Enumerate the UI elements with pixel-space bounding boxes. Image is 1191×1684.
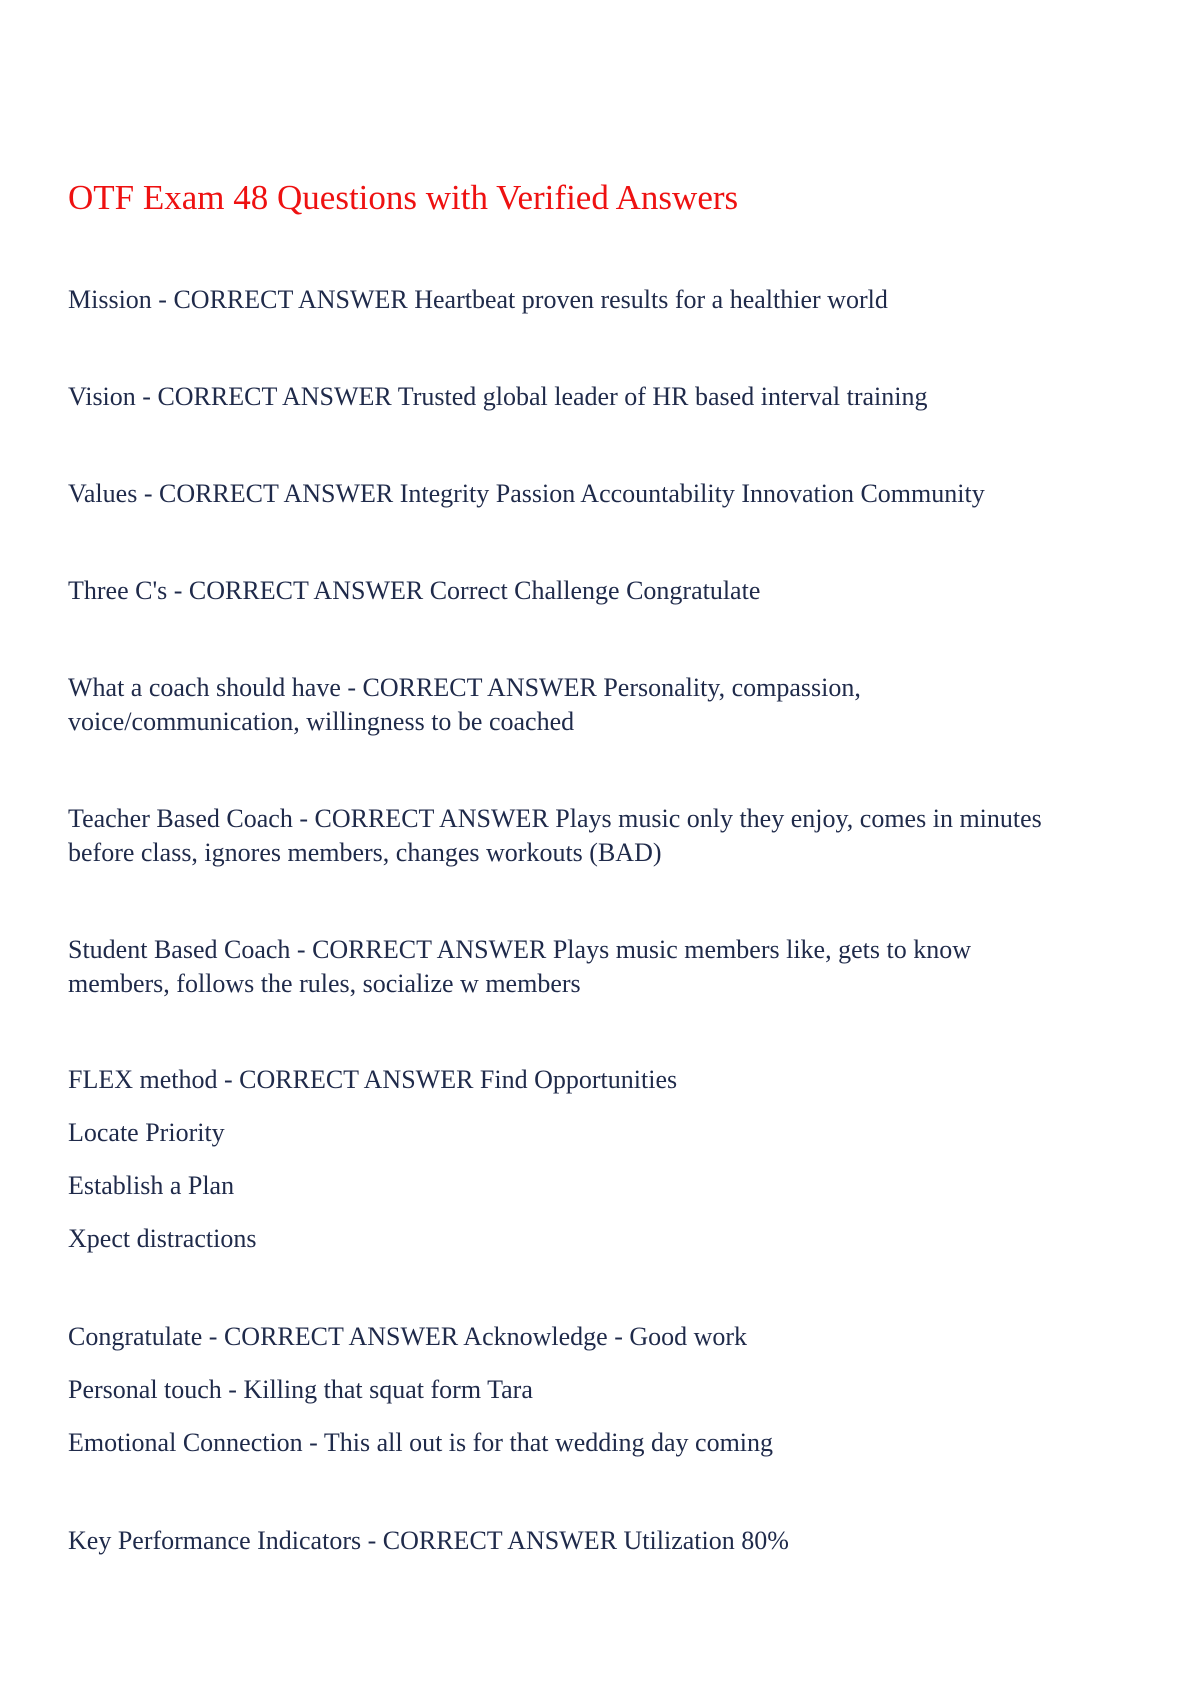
qa-line: Emotional Connection - This all out is for that wedding day coming	[68, 1428, 774, 1457]
qa-line: Personal touch - Killing that squat form Tara	[68, 1375, 533, 1404]
qa-line: FLEX method - CORRECT ANSWER Find Opportunities	[68, 1065, 678, 1094]
qa-text: Vision - CORRECT ANSWER Trusted global leader of HR based interval training	[68, 382, 928, 411]
qa-item-kpi	[68, 1524, 1128, 1558]
qa-text: Mission - CORRECT ANSWER Heartbeat proven results for a healthier world	[68, 285, 888, 314]
qa-text: Values - CORRECT ANSWER Integrity Passion Accountability Innovation Community	[68, 479, 985, 508]
qa-item-flex-method	[68, 1063, 1128, 1256]
qa-item-congratulate	[68, 1320, 1128, 1460]
qa-line: Congratulate - CORRECT ANSWER Acknowledge - Good work	[68, 1322, 748, 1351]
qa-text: Key Performance Indicators - CORRECT ANSWER Utilization 80%	[68, 1526, 789, 1555]
qa-item-coach-should-have	[68, 671, 948, 739]
qa-item-vision	[68, 380, 1128, 414]
qa-item-three-cs	[68, 574, 1128, 608]
qa-text: Teacher Based Coach - CORRECT ANSWER Plays music only they enjoy, comes in minutes before class, ignores members, changes workouts (BAD)	[68, 804, 1042, 867]
qa-item-mission	[68, 283, 1128, 317]
qa-text: Student Based Coach - CORRECT ANSWER Plays music members like, gets to know members, follows the rules, socialize w members	[68, 935, 971, 998]
qa-item-teacher-based-coach	[68, 802, 1048, 870]
qa-text: What a coach should have - CORRECT ANSWER Personality, compassion, voice/communication, willingness to be coached	[68, 673, 861, 736]
qa-item-student-based-coach	[68, 933, 1068, 1001]
qa-text: Three C's - CORRECT ANSWER Correct Challenge Congratulate	[68, 576, 761, 605]
qa-line: Establish a Plan	[68, 1171, 235, 1200]
qa-line: Xpect distractions	[68, 1224, 257, 1253]
qa-item-values	[68, 477, 1128, 511]
qa-line: Locate Priority	[68, 1118, 225, 1147]
document-title: OTF Exam 48 Questions with Verified Answers	[68, 178, 739, 217]
